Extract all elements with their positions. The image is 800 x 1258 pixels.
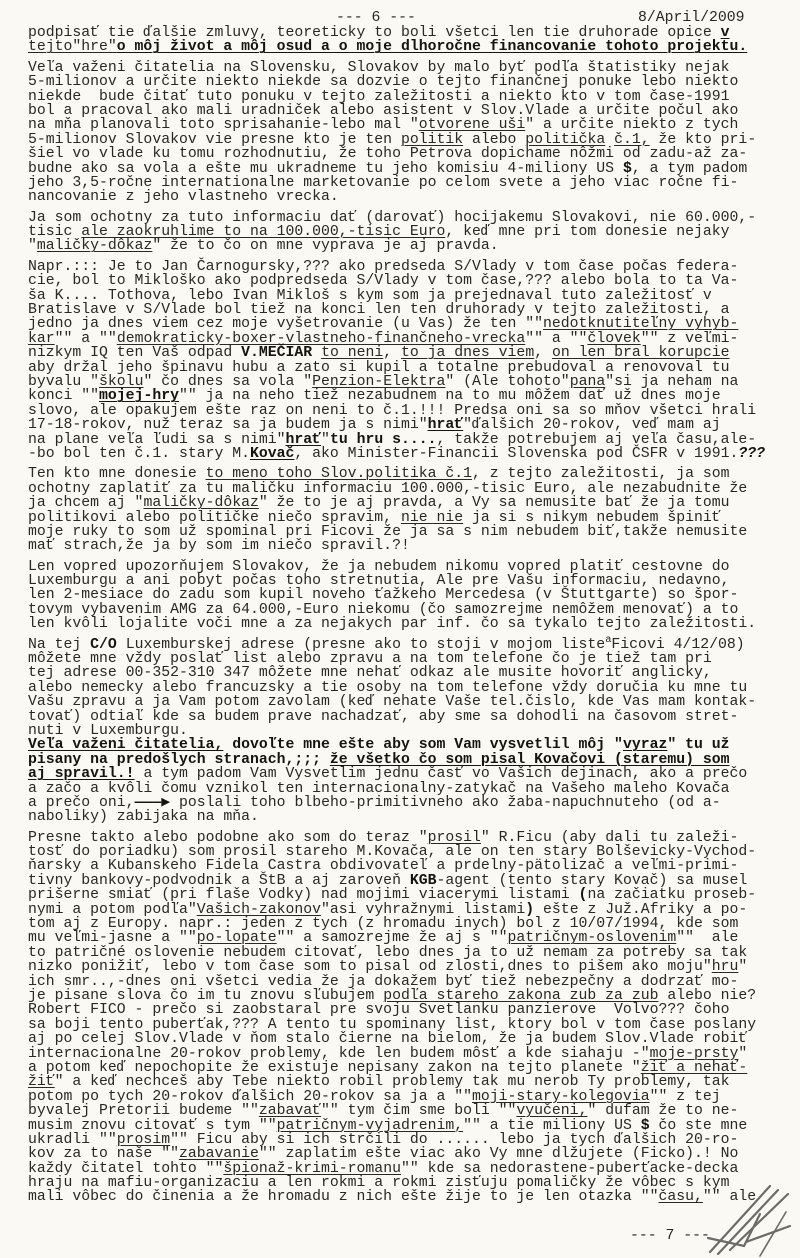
text-run: politička xyxy=(525,131,606,148)
text-run: on len bral korupcie xyxy=(551,345,730,362)
text-run: politik xyxy=(400,131,464,148)
text-run: ) xyxy=(525,901,535,918)
text-run: musim znovu citovať s tym "" xyxy=(28,1117,277,1134)
text-run: na mňa planovali toto sprisahanie-lebo mal " xyxy=(28,117,419,134)
text-run: Penzion-Elektra xyxy=(312,373,446,390)
text-line xyxy=(28,447,800,461)
text-line xyxy=(28,496,800,510)
page-number-footer: --- 7 --- xyxy=(630,1228,710,1244)
text-run: na plane veľa ľudi sa s nimi" xyxy=(28,431,286,448)
text-run: hru xyxy=(711,959,739,976)
text-run: " xyxy=(738,1045,748,1062)
text-line xyxy=(28,1047,800,1061)
text-line xyxy=(28,40,800,54)
text-line xyxy=(28,361,800,375)
text-run: je pisane slova čo im tu znovu sľubujem xyxy=(28,988,384,1004)
text-run: byvalej Pretorii budeme "" xyxy=(28,1103,259,1120)
text-run: ( xyxy=(578,887,588,904)
text-run: zabavať xyxy=(258,1103,322,1120)
text-line xyxy=(28,767,800,781)
text-run: len 2-mesiace do zadu som kupil noveho ťažkeho Mercedesa (v Štuttgarte) so špor- xyxy=(28,587,739,604)
text-run: 5-milionov a určite niekto niekde sa dozvie o tejto finančnej ponuke lebo niekto xyxy=(28,74,739,91)
text-line xyxy=(28,859,800,873)
text-run: nie nie xyxy=(400,509,464,526)
text-line xyxy=(28,147,800,161)
text-run: potom po tych 20-rokov ďalšich 20-rokov sa ja a "" xyxy=(28,1088,472,1105)
text-line xyxy=(28,903,800,917)
text-run: žiť a nehať- xyxy=(640,1059,748,1076)
text-run: alebo nie? xyxy=(658,988,757,1004)
text-line xyxy=(28,738,800,752)
text-line xyxy=(28,681,800,695)
text-line xyxy=(28,588,800,602)
text-line xyxy=(28,960,800,974)
text-run: maličky-dôkaz xyxy=(36,238,153,255)
text-run: maličky-dôkaz xyxy=(143,495,259,512)
text-run: tovať) odtiaľ kde sa budem prave nachadzať, aby sme sa dohodli na časovom stret- xyxy=(28,708,739,725)
text-run: ukradli "" xyxy=(28,1131,117,1148)
text-run: ešte z Juž.Afriky a po- xyxy=(534,901,748,918)
document-body xyxy=(0,24,800,1205)
text-run: " a keď nechceš aby Tebe niekto robil problemy tak mu nerob Ty problemy, tak xyxy=(54,1074,730,1091)
text-line xyxy=(28,511,800,525)
text-line xyxy=(28,375,800,389)
text-line xyxy=(28,133,800,147)
text-line xyxy=(28,888,800,902)
text-run: Len vopred upozorňujem Slovakov, že ja nebudem nikomu vopred platiť cestovne do xyxy=(28,558,730,575)
text-run: tom aj z Europy. napr.: jeden z tych (z hromadu inych) bol z 10/07/1994, kde som xyxy=(28,916,739,933)
text-run: nymi a potom podľa" xyxy=(28,901,197,918)
text-line xyxy=(28,467,800,481)
text-run: , xyxy=(383,345,401,362)
text-run: "" kde sa nedorastene-puberťacke-decka xyxy=(400,1160,739,1177)
text-run: -agent (tento stary Kovač) sa musel xyxy=(436,872,748,889)
text-run: hrať xyxy=(285,431,322,448)
text-line xyxy=(28,211,800,225)
text-run: , xyxy=(534,345,552,362)
text-run: mu veľmi-jasne a "" xyxy=(28,930,197,947)
text-run: " tu už xyxy=(667,737,730,754)
text-line xyxy=(28,1104,800,1118)
text-run: V.MEČIAR xyxy=(241,345,313,362)
text-run: niekde bude čitať tuto ponuku v tejto zaležitosti a niekto kto v tom čase-1991 xyxy=(28,88,730,105)
text-line xyxy=(28,1090,800,1104)
text-run: moje ruky to som už spominal pri Ficovi že ja sa s nim nebudem biť,takže nemusite xyxy=(28,523,748,540)
text-run: prosil xyxy=(427,829,481,846)
text-run: tejto"hre" xyxy=(28,39,117,56)
paragraph xyxy=(28,467,800,553)
text-run: to meno toho Slov.politika č.1 xyxy=(205,466,472,483)
text-run: moje-prsty xyxy=(649,1045,739,1062)
text-run: v xyxy=(720,25,730,41)
text-line xyxy=(28,190,800,204)
text-run: Presne takto alebo podobne ako som do teraz " xyxy=(28,829,428,846)
text-line xyxy=(28,975,800,989)
text-run: "" ale xyxy=(676,930,739,947)
text-line xyxy=(28,652,800,666)
text-run: "" z tej xyxy=(649,1088,721,1105)
text-run: Napr.::: Je to Jan Čarnogursky,??? ako predseda S/Vlady v tom čase počas federa- xyxy=(28,258,739,275)
text-run: "" a "" xyxy=(525,330,588,347)
text-run: alebo xyxy=(463,131,526,148)
text-line xyxy=(28,433,800,447)
text-run: alebo nemecky alebo francuzsky a tie osoby na tom telefone vždy doručia ku mne tu xyxy=(28,679,748,696)
text-line xyxy=(28,1119,800,1133)
paragraph xyxy=(28,560,800,632)
paragraph xyxy=(28,61,800,205)
text-run: ja si s nikym nebudem špiniť xyxy=(463,509,721,526)
text-line xyxy=(28,225,800,239)
text-run: ??? xyxy=(738,445,766,462)
text-line xyxy=(28,845,800,859)
text-run: a prečo oni, xyxy=(28,794,135,811)
text-line xyxy=(28,1032,800,1046)
text-run: Ten kto mne donesie xyxy=(28,466,206,483)
text-run: sa boji tento puberťak,??? A tento tu spominany list, ktory bol v tom čase poslany xyxy=(28,1016,757,1033)
text-run: "" a samozrejme že aj s "" xyxy=(276,930,508,947)
text-run: "" Ficu aby si ich strčili do ...... lebo ja tych ďalšich 20-ro- xyxy=(170,1131,739,1148)
text-run: , a tym padom xyxy=(631,160,748,177)
text-line xyxy=(28,525,800,539)
text-line xyxy=(28,946,800,960)
text-run: podľa stareho zakona zub za zub xyxy=(383,988,659,1004)
text-run: "" z veľmi- xyxy=(640,330,739,347)
text-line xyxy=(28,404,800,418)
text-run: " xyxy=(321,431,330,448)
text-line xyxy=(28,1075,800,1089)
text-run: , keď mne pri tom donesie nejaky xyxy=(445,224,730,241)
text-run: ja chcem aj " xyxy=(28,495,144,512)
text-line xyxy=(28,260,800,274)
text-run: nuti v Luxemburgu. xyxy=(28,722,188,739)
text-run: ich smr..,-dnes oni všetci vedia že ja dokažem byť tiež nebezpečny a dodrzať mo- xyxy=(28,973,739,990)
text-line xyxy=(28,917,800,931)
text-run: "" tym čim sme boli "" xyxy=(321,1103,517,1120)
text-line xyxy=(28,782,800,796)
document-date: 8/April/2009 xyxy=(638,10,745,26)
text-run: že všetko čo som pisal Kovačovi (staremu) som xyxy=(329,751,730,768)
text-run: prišerne smiať (pri flaše Vodky) nad mojimi viacerymi listami xyxy=(28,887,579,904)
text-run: Bratislave v S/Vlade bol tiež na konci len ten druhorady v tejto zaležitosti, a xyxy=(28,302,730,319)
text-run: $ xyxy=(622,160,632,177)
text-run: mojej-hry xyxy=(99,388,179,405)
text-run: kov za to naše "" xyxy=(28,1146,179,1163)
text-run: času, xyxy=(658,1189,703,1206)
text-run: " že to je aj pravda, a Vy sa nemusite bať že ja tomu xyxy=(258,495,730,512)
text-run: cie, bol to Mikloško ako podpredseda S/Vlady v tom čase,??? alebo bola to ta Va- xyxy=(28,273,739,290)
text-line xyxy=(28,61,800,75)
handwritten-initials xyxy=(700,1168,796,1258)
paragraph xyxy=(28,831,800,1205)
text-run: Ficovi 4/12/08) xyxy=(611,636,745,653)
text-run: " že to čo on mne vyprava je aj pravda. xyxy=(152,238,499,255)
page-number-header: --- 6 --- xyxy=(336,10,416,26)
text-run: tisic xyxy=(28,224,82,241)
text-line xyxy=(28,90,800,104)
text-run: , z tejto zaležitosti, ja som xyxy=(471,466,730,483)
text-run: po-lopate xyxy=(196,930,277,947)
text-line xyxy=(28,617,800,631)
text-line xyxy=(28,1003,800,1017)
text-run: na začiatku proseb- xyxy=(587,887,757,904)
text-run: o môj život a môj osud a o moje dlhoročne financovanie tohoto projektu. xyxy=(116,39,748,56)
text-run: to neni xyxy=(321,345,384,362)
text-line xyxy=(28,931,800,945)
text-run: zabavanie xyxy=(178,1146,259,1163)
text-run: "si ja neham na xyxy=(605,373,739,390)
text-line xyxy=(28,389,800,403)
text-run: ———▶ xyxy=(134,794,171,811)
text-run: "asi vyhražnymi listami xyxy=(321,901,526,918)
text-line xyxy=(28,162,800,176)
text-line xyxy=(28,989,800,1003)
text-line xyxy=(28,1147,800,1161)
text-run: dovoľte mne ešte aby som Vam vysvetlil môj " xyxy=(223,737,623,754)
text-run: Na tej xyxy=(28,636,91,653)
text-run: slovo, ale opakujem ešte raz on neni to č.1.!!! Predsa oni sa so mňov všetci hrali xyxy=(28,402,757,419)
text-run: "" zaplatim ešte viac ako Vy mne dlžujete (Ficko).! No xyxy=(258,1146,739,1163)
text-run: jedno ja dnes viem cez moje vyšetrovanie (u Vas) že ten "" xyxy=(28,316,544,333)
text-run: KGB xyxy=(409,872,437,889)
text-run: politikovi alebo političke niečo spravim, xyxy=(28,509,401,526)
text-run: " (Ale tohoto" xyxy=(445,373,570,390)
text-run: aj po celej Slov.Vlade v ňom stalo čierne na bielom, že ja budem Slov.Vlade robiť xyxy=(28,1031,748,1048)
text-run: 5-milionov Slovakov vie presne kto je ten xyxy=(28,131,401,148)
text-line xyxy=(28,317,800,331)
text-run: "" a "" xyxy=(54,330,117,347)
text-run: kar xyxy=(28,330,55,347)
text-line xyxy=(28,796,800,810)
text-run: ale zaokruhlime to na 100.000,-tisic Euro xyxy=(81,224,446,241)
text-run: a xyxy=(605,633,612,646)
text-line xyxy=(28,560,800,574)
text-run: nedotknutiteľny vyhyb- xyxy=(543,316,739,333)
text-line xyxy=(28,1190,800,1204)
text-run: Veľa važeni čitatelia na Slovensku, Slovakov by malo byť podľa štatistiky nejak xyxy=(28,59,730,76)
text-line xyxy=(28,176,800,190)
text-line xyxy=(28,239,800,253)
text-line xyxy=(28,26,800,40)
text-run: byvalu " xyxy=(28,373,100,390)
text-run: naboliky) zabijaka na mňa. xyxy=(28,809,259,826)
text-run: tosť do poriadku) som prosil stareho M.Kovača, ale on ten stary Bolševicky-Vychod- xyxy=(28,844,757,861)
text-run: Luxemburskej adrese (presne ako to stoji v mojom liste xyxy=(116,636,606,653)
text-run: moji-stary-kolegovia xyxy=(471,1088,650,1105)
text-run: Vašu zpravu a ja Vam potom zavolam (keď nehate Vaše tel.čislo, kde Vas mam kontak- xyxy=(28,694,757,711)
text-run: aby držal jeho špinavu hubu a zato si kupil a totalne prebudoval a renovoval tu xyxy=(28,359,730,376)
text-run: mali vôbec do činenia a že hromadu z nich ešte žije to je len otazka "" xyxy=(28,1189,659,1206)
page-header xyxy=(0,0,800,24)
text-run: tu hru s.... xyxy=(329,431,437,448)
text-line xyxy=(28,874,800,888)
text-run: , ako Minister-Financii Slovenska pod ČSFR v 1991. xyxy=(294,445,739,462)
text-run: vyraz xyxy=(622,737,668,754)
paragraph xyxy=(28,211,800,254)
text-run: otvorene uši xyxy=(418,117,526,134)
text-run: len kvôli lojalite voči mne a za nejakych par inf. čo sa tykalo tejto zaležitosti. xyxy=(28,616,757,633)
text-run: človek xyxy=(587,330,641,347)
text-line xyxy=(28,1061,800,1075)
text-run: ňarsky a Kubanskeho Fidela Castra obdivovateľ a prdelny-pätolizač a veľmi-primi- xyxy=(28,858,739,875)
text-run: a potom keď nepochopite že existuje nepisany zakon na tejto planete " xyxy=(28,1059,641,1076)
text-run: Veľa važeni čitatelia, xyxy=(28,737,224,754)
text-run: špionaž-krimi-romanu xyxy=(223,1160,401,1177)
text-run: č.1, xyxy=(614,131,650,148)
text-run: patričnym-vyjadrenim, xyxy=(276,1117,464,1134)
text-line xyxy=(28,274,800,288)
text-run: $ xyxy=(640,1117,650,1134)
text-run: jeho 3,5-ročne internationalne marketovanie po celom svete a jeho viac ročne fi- xyxy=(28,174,739,191)
text-run: bol a pracoval ako mali uradniček alebo asistent v Slov.Vlade a určite počul ako xyxy=(28,102,739,119)
text-run: pisany na predošlych stranach,;;; xyxy=(28,751,330,768)
paragraph xyxy=(28,260,800,461)
text-run: "" ale xyxy=(702,1189,757,1206)
text-run: 17-18-rokov, nuž teraz sa ja budem ja s nimi" xyxy=(28,417,428,434)
text-line xyxy=(28,1176,800,1190)
text-run: konci "" xyxy=(28,388,100,405)
text-run: tivny bankovy-podvodnik a ŠtB a aj zaroveň xyxy=(28,872,410,889)
text-line xyxy=(28,303,800,317)
text-line xyxy=(28,666,800,680)
text-line xyxy=(28,710,800,724)
text-run: pana xyxy=(569,373,606,390)
text-line xyxy=(28,695,800,709)
text-line xyxy=(28,810,800,824)
text-run: , takže potrebujem aj veľa času,ale- xyxy=(436,431,757,448)
paragraph xyxy=(28,26,800,55)
text-run: tovym vybavenim AMG za 64.000,-Euro niekomu (čo samozrejme nemôžem menovať) a to xyxy=(28,601,739,618)
text-run: hrať xyxy=(427,417,464,434)
text-run: prosim xyxy=(116,1131,171,1148)
text-run: a začo a kvôli čomu vznikol ten internacionalny-zatykač na Vašeho maleho Kovača xyxy=(28,780,730,797)
text-run: Vašich-zakonov xyxy=(196,901,322,918)
text-run: Robert FICO - prečo si zaobstaral pre svoju Svetlanku panzierove Volvo??? čoho xyxy=(28,1002,730,1019)
text-run: budne ako sa vola a ešte mu ukradneme tu jeho komisiu 4-miliony US xyxy=(28,160,623,177)
text-line xyxy=(28,104,800,118)
text-run: Kovač xyxy=(250,445,295,462)
text-run: internacionalne 20-rokov problemy, kde len budem môsť a kde siahaju -" xyxy=(28,1045,650,1062)
text-run: "" a tie miliony US xyxy=(463,1117,641,1134)
text-run: vyučeni, xyxy=(516,1103,588,1120)
text-line xyxy=(28,1162,800,1176)
text-line xyxy=(28,75,800,89)
text-run: podpisať tie ďalšie zmluvy, teoreticky to boli všetci len tie druhorade opice xyxy=(28,25,721,41)
text-run: žiť xyxy=(28,1074,55,1091)
text-run: patričnym-oslovenim xyxy=(507,930,677,947)
text-run: to patričné oslovenie nebudem citovať, lebo dnes ja to už nemam za potreby sa tak xyxy=(28,944,748,961)
text-line xyxy=(28,753,800,767)
text-run: " xyxy=(738,959,748,976)
text-line xyxy=(28,482,800,496)
text-run: demokraticky-boxer-vlastneho-finančneho-vrecka xyxy=(116,330,526,347)
text-run: nizkym IQ ten Vaš odpad xyxy=(28,345,242,362)
text-run: nancovanie z jeho vlastneho vrecka. xyxy=(28,189,339,206)
text-run: Ja som ochotny za tuto informaciu dať (darovať) hocijakemu Slovakovi, nie 60.000,- xyxy=(28,209,757,226)
text-run: "" ja na neho tiež nezabudnem na to mu môžem dať už dnes moje xyxy=(178,388,721,405)
text-line xyxy=(28,346,800,360)
text-run: tej adrese 00-352-310 347 môžete mne nehať odkaz ale musite hovoriť anglicky, xyxy=(28,665,712,682)
text-line xyxy=(28,118,800,132)
text-run: mať strach,že ja by som im niečo spravil.?! xyxy=(28,538,410,555)
text-run: že kto pri- xyxy=(649,131,757,148)
text-run: "ďalšich 20-rokov, veď mam aj xyxy=(463,417,721,434)
text-run: ša K.... Tothova, lebo Ivan Mikloš s kym som ja prejednaval tuto zaležitosť v xyxy=(28,287,712,304)
text-run: každy čitatel tohto "" xyxy=(28,1160,224,1177)
text-run: " čo dnes sa vola " xyxy=(143,373,313,390)
text-run: Luxemburgu a ani pobyt počas toho stretnutia, Ale pre Vašu informaciu, nedavno, xyxy=(28,573,730,590)
text-run: aj spravil.! xyxy=(28,766,135,783)
text-run: hraju na mafiu-organizaciu a len rokmi a rokmi zisťuju pomaličky že vôbec s kym xyxy=(28,1175,730,1192)
text-run: " dufam že to ne- xyxy=(587,1103,739,1120)
text-run: a tym padom Vam Vysvetlim jednu časť vo Vašich dejinach, ako a prečo xyxy=(134,766,748,783)
text-line xyxy=(28,724,800,738)
text-line xyxy=(28,1018,800,1032)
text-run: -bo bol ten č.1. stary M. xyxy=(28,445,250,462)
paragraph xyxy=(28,633,800,826)
text-line xyxy=(28,539,800,553)
text-run: šiel vo vlade ku tomu rozhodnutiu, že toho Petrova dopichame nôžmi od zadu-až za- xyxy=(28,146,748,163)
text-run: školu xyxy=(99,373,144,390)
text-run: " R.Ficu (aby dali tu zaleži- xyxy=(480,829,739,846)
text-run: poslali toho blbeho-primitivneho ako žaba-napuchnuteho (od a- xyxy=(170,794,721,811)
text-run: " xyxy=(28,238,37,255)
text-run: ochotny zaplatiť za tu maličku informaciu 100.000,-tisic Euro, ale nezabudnite že xyxy=(28,480,748,497)
text-run: to ja dnes viem xyxy=(401,345,535,362)
text-line xyxy=(28,418,800,432)
text-line xyxy=(28,603,800,617)
text-line xyxy=(28,633,800,653)
text-line xyxy=(28,831,800,845)
text-run: C/O xyxy=(90,636,117,653)
text-line xyxy=(28,289,800,303)
text-run: " a určite niekto z tych xyxy=(525,117,739,134)
text-line xyxy=(28,1133,800,1147)
text-run: čo ste mne xyxy=(649,1117,748,1134)
text-run: nizko ponižiť, lebo v tom čase som to pisal od zlosti,dnes to pišem ako moju" xyxy=(28,959,712,976)
text-run: môžete mne vždy poslať list alebo zpravu a na tom telefone čo je tiež tam pri xyxy=(28,651,712,668)
